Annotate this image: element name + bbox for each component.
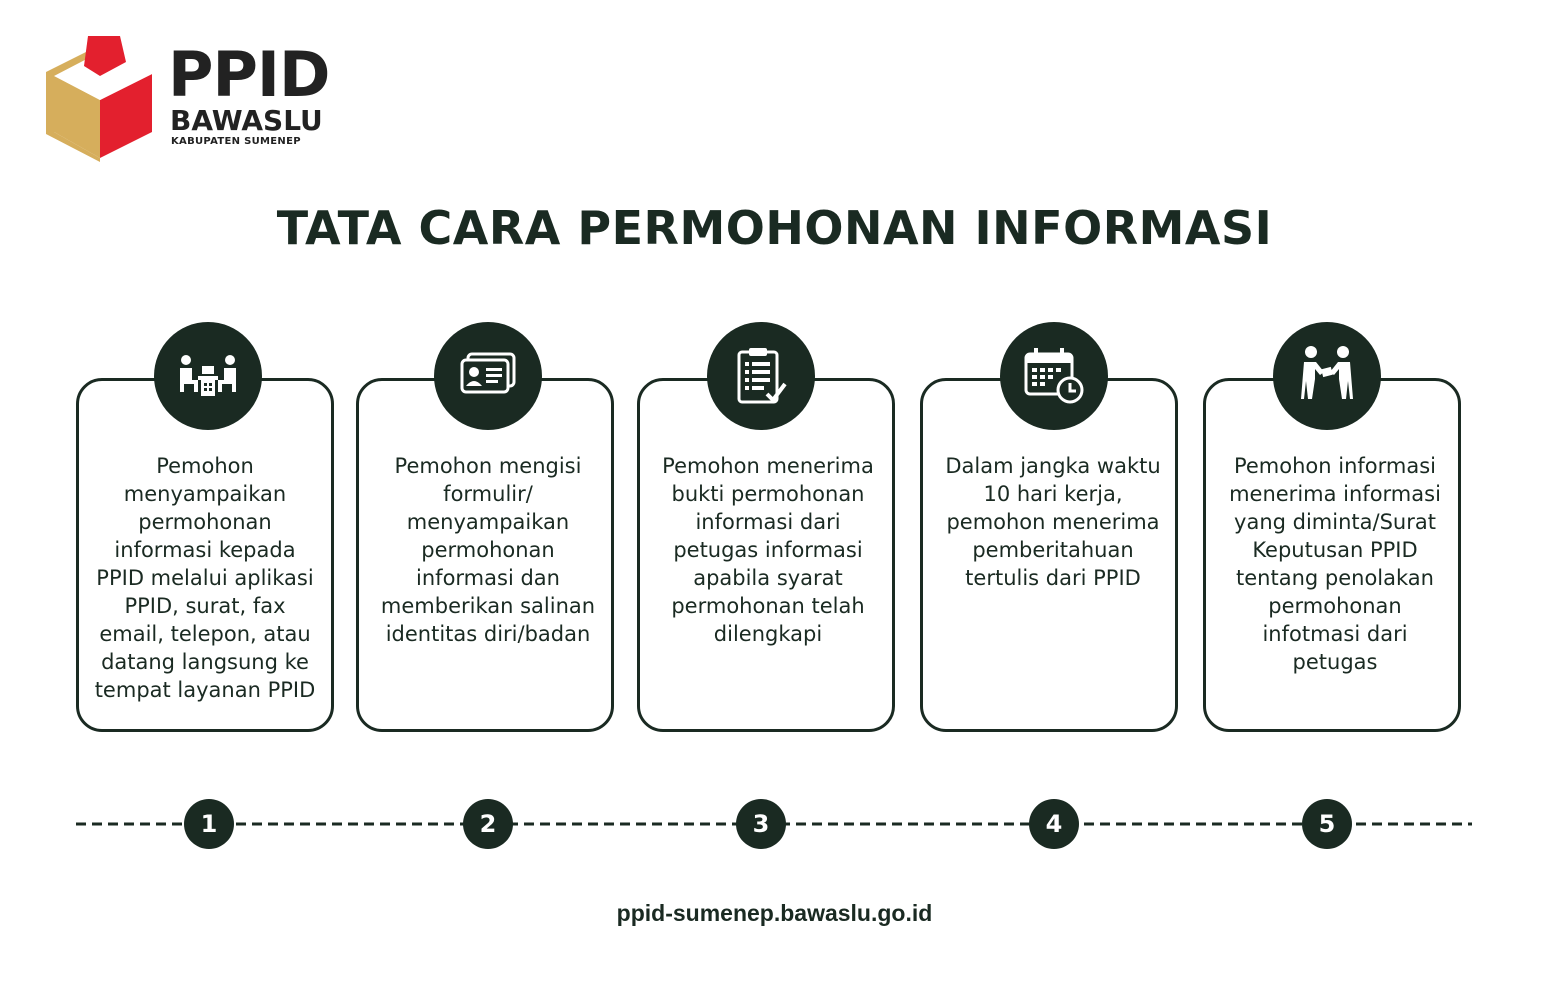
logo-title: PPID: [168, 38, 330, 111]
handover-icon: [1273, 322, 1381, 430]
ppid-logo: [40, 36, 340, 166]
logo-region: KABUPATEN SUMENEP: [171, 136, 301, 147]
step-number-3: 3: [736, 799, 786, 849]
step-text-5: Pemohon informasi menerima informasi yang diminta/Surat Keputusan PPID tentang penolakan permohonan infotmasi dari petugas: [1229, 454, 1441, 674]
clipboard-checklist-icon: [707, 322, 815, 430]
id-card-icon: [434, 322, 542, 430]
step-number-4: 4: [1029, 799, 1079, 849]
step-text-2: Pemohon mengisi formulir/ menyampaikan permohonan informasi dan memberikan salinan identitas diri/badan: [380, 454, 596, 646]
step-text-1: Pemohon menyampaikan permohonan informasi kepada PPID melalui aplikasi PPID, surat, fax email, telepon, atau datang langsung ke tempat layanan PPID: [94, 454, 316, 702]
page-title: TATA CARA PERMOHONAN INFORMASI: [276, 201, 1273, 255]
step-number-5: 5: [1302, 799, 1352, 849]
step-text-4: Dalam jangka waktu 10 hari kerja, pemohon menerima pemberitahuan tertulis dari PPID: [945, 454, 1161, 590]
step-number-1: 1: [184, 799, 234, 849]
logo-subtitle: BAWASLU: [170, 104, 323, 137]
step-number-2: 2: [463, 799, 513, 849]
calendar-clock-icon: [1000, 322, 1108, 430]
footer-website-url[interactable]: ppid-sumenep.bawaslu.go.id: [616, 900, 933, 926]
ballot-box-logo-icon: [40, 36, 160, 166]
step-text-3: Pemohon menerima bukti permohonan informasi dari petugas informasi apabila syarat permohonan telah dilengkapi: [662, 454, 874, 646]
meeting-icon: [154, 322, 262, 430]
